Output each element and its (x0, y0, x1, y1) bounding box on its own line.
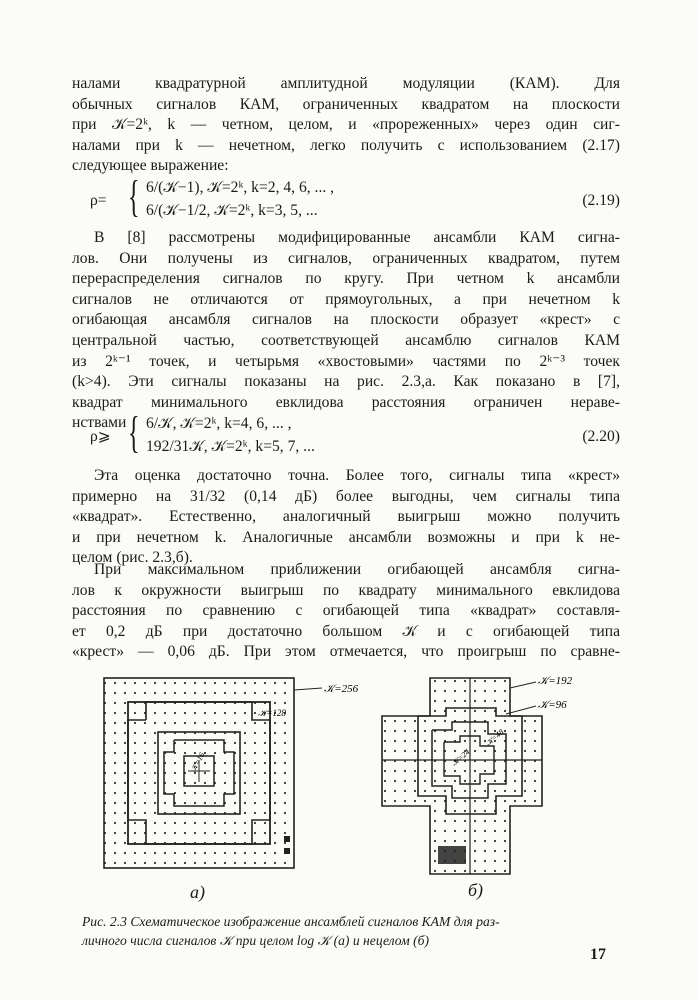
diagram-b (382, 678, 542, 874)
equation-row: 6/(𝒦−1/2, 𝒦=2ᵏ, k=3, 5, ... (146, 202, 318, 219)
text-line: следующее выражение: (72, 157, 229, 175)
brace-icon: { (128, 408, 140, 457)
diagram-a (104, 678, 322, 868)
text-line: налами квадратурной амплитудной модуляции (КАМ). Для (72, 75, 620, 92)
text-line: расстояния по сравнению с огибающей типа «квадрат» составля- (72, 602, 620, 620)
text-line: «крест» — 0,06 дБ. При этом отмечается, что проигрыш по сравне- (72, 643, 620, 661)
label-k256: 𝒦=256 (324, 683, 359, 695)
equation-row: 6/𝒦, 𝒦=2ᵏ, k=4, 6, ... , (146, 415, 292, 432)
caption-line: Рис. 2.3 Схематическое изображение ансамблей сигналов КАМ для раз- (82, 914, 500, 929)
figure-2-3 (100, 668, 573, 918)
label-k96: 𝒦=96 (538, 699, 567, 711)
text-line: лов. Они получены из сигналов, ограниченных квадратом, путем (72, 249, 620, 267)
subfigure-label-b: б) (468, 880, 484, 900)
text-line: налами при k — нечетном, легко получить с использованием (2.17) (72, 136, 620, 154)
text-line: огибающая ансамбля сигналов на плоскости образует «крест» с (72, 311, 620, 329)
mark (284, 848, 290, 854)
label-k48: 𝒦=48 (483, 727, 506, 748)
label-k24: 𝒦=24 (449, 747, 472, 768)
leader-line (510, 682, 536, 688)
text-line: В [8] рассмотрены модифицированные ансамбли КАМ сигна- (94, 229, 620, 246)
paragraph-4 (72, 560, 620, 663)
label-k128: 𝒦=128 (258, 708, 286, 718)
figure-caption (82, 912, 602, 950)
text-line: лов к окружности выигрыш по квадрату минимального евклидова (72, 581, 620, 599)
text-line: центральной частью, соответствующей ансамблю сигналов КАМ (72, 331, 620, 349)
leader-line (294, 688, 322, 690)
text-line: «квадрат». Естественно, аналогичный выигрыш можно получить (72, 508, 620, 526)
paragraph-1 (72, 74, 620, 177)
text-line: примерно на 31/32 (0,14 дБ) более выгодны, чем сигналы типа (72, 487, 620, 505)
label-k192: 𝒦=192 (538, 675, 573, 687)
ink-blot (438, 846, 466, 864)
text-line: и при нечетном k. Аналогичные ансамбли возможны и при k не- (72, 528, 620, 546)
equation-lhs: ρ⩾ (90, 428, 111, 445)
text-line: перераспределения сигналов по кругу. При четном k ансамбли (72, 270, 620, 288)
text-line: (k>4). Эти сигналы показаны на рис. 2.3,а. Как показано в [7], (72, 373, 620, 391)
text-line: при 𝒦=2ᵏ, k — четном, целом, и «прореженных» через один сиг- (72, 116, 620, 134)
figure-drawing (100, 668, 573, 918)
subfigure-label-a: а) (190, 882, 205, 902)
equation-number: (2.20) (582, 428, 620, 445)
label-k16: 𝒦=16 (188, 750, 207, 774)
equation-lhs: ρ= (90, 192, 107, 209)
equation-row: 6/(𝒦−1), 𝒦=2ᵏ, k=2, 4, 6, ... , (146, 179, 335, 196)
text-line: сигналов не отличаются от прямоугольных, а при нечетном k (72, 290, 620, 308)
page-number: 17 (590, 946, 606, 963)
text-line: из 2ᵏ⁻¹ точек, и четырьмя «хвостовыми» частями по 2ᵏ⁻³ точек (72, 352, 620, 370)
brace-icon: { (128, 172, 140, 221)
text-line: При максимальном приближении огибающей ансамбля сигна- (94, 561, 620, 578)
caption-line: личного числа сигналов 𝒦 при целом log 𝒦 (а) и нецелом (б) (82, 933, 429, 948)
text-line: квадрат минимального евклидова расстояния ограничен нераве- (72, 393, 620, 411)
text-line: ет 0,2 дБ при достаточно большом 𝒦 и с огибающей типа (72, 622, 620, 640)
equation-row: 192/31𝒦, 𝒦=2ᵏ, k=5, 7, ... (146, 438, 315, 455)
text-line: нствами (72, 414, 127, 432)
paragraph-3 (72, 466, 620, 569)
equation-number: (2.19) (582, 192, 620, 209)
text-line: Эта оценка достаточно точна. Более того, сигналы типа «крест» (94, 467, 620, 484)
text-line: обычных сигналов КАМ, ограниченных квадратом на плоскости (72, 95, 620, 113)
text-line: целом (рис. 2.3,б). (72, 549, 193, 567)
paragraph-2 (72, 228, 620, 434)
mark (284, 836, 290, 842)
